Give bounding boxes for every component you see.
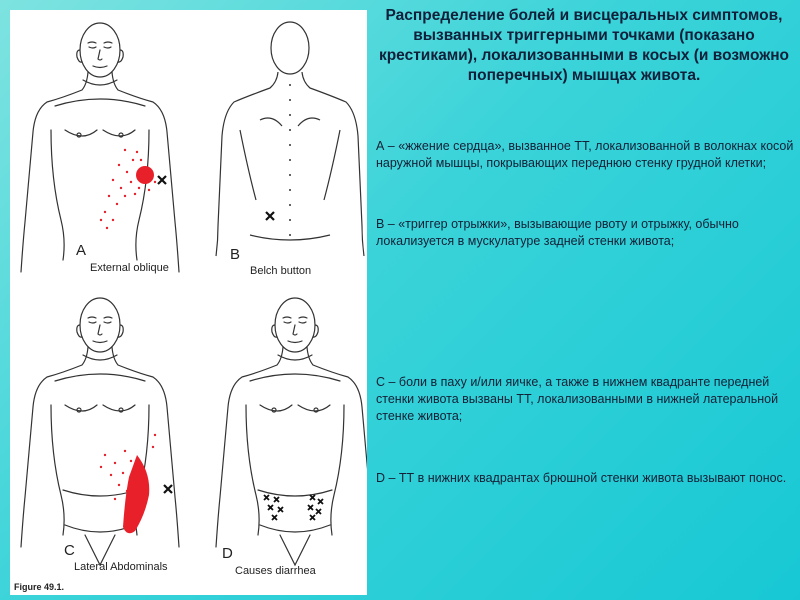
paragraph-c: С – боли в паху и/или яичке, а также в нижнем квадранте передней стенки живота вызваны ТТ, локализованными в нижней латеральной стенке живота;	[376, 375, 779, 423]
panel-b-caption: Belch button	[250, 265, 312, 277]
figure-panel	[10, 10, 367, 595]
panel-d-letter: D	[222, 545, 233, 562]
panel-d-caption: Causes diarrhea	[235, 565, 316, 577]
figure-number: Figure 49.1.	[14, 582, 65, 592]
slide-title: Распределение болей и висцеральных симптомов, вызванных триггерными точками (показано крестиками), локализованными в косых (и возможно поперечных) мышцах живота.	[378, 7, 790, 84]
panel-c-caption: Lateral Abdominals	[74, 561, 168, 573]
paragraph-b: В – «триггер отрыжки», вызывающие рвоту и отрыжку, обычно локализуется в мускулатуре задней стенки живота;	[376, 217, 739, 248]
body-diagram-d	[216, 298, 367, 565]
panel-b-letter: B	[230, 246, 241, 263]
paragraph-a: А – «жжение сердца», вызванное ТТ, локализованной в волокнах косой наружной мышцы, покрывающих переднюю стенку грудной клетки;	[376, 139, 794, 170]
paragraph-d: D – ТТ в нижних квадрантах брюшной стенки живота вызывают понос.	[376, 471, 787, 485]
body-diagram-a	[21, 23, 179, 272]
panel-c-letter: C	[64, 542, 75, 559]
body-diagram-c	[21, 298, 179, 565]
panel-a-letter: A	[76, 242, 87, 259]
body-diagrams	[10, 10, 367, 595]
body-diagram-b	[216, 22, 364, 256]
panel-a-caption: External oblique	[90, 262, 169, 274]
